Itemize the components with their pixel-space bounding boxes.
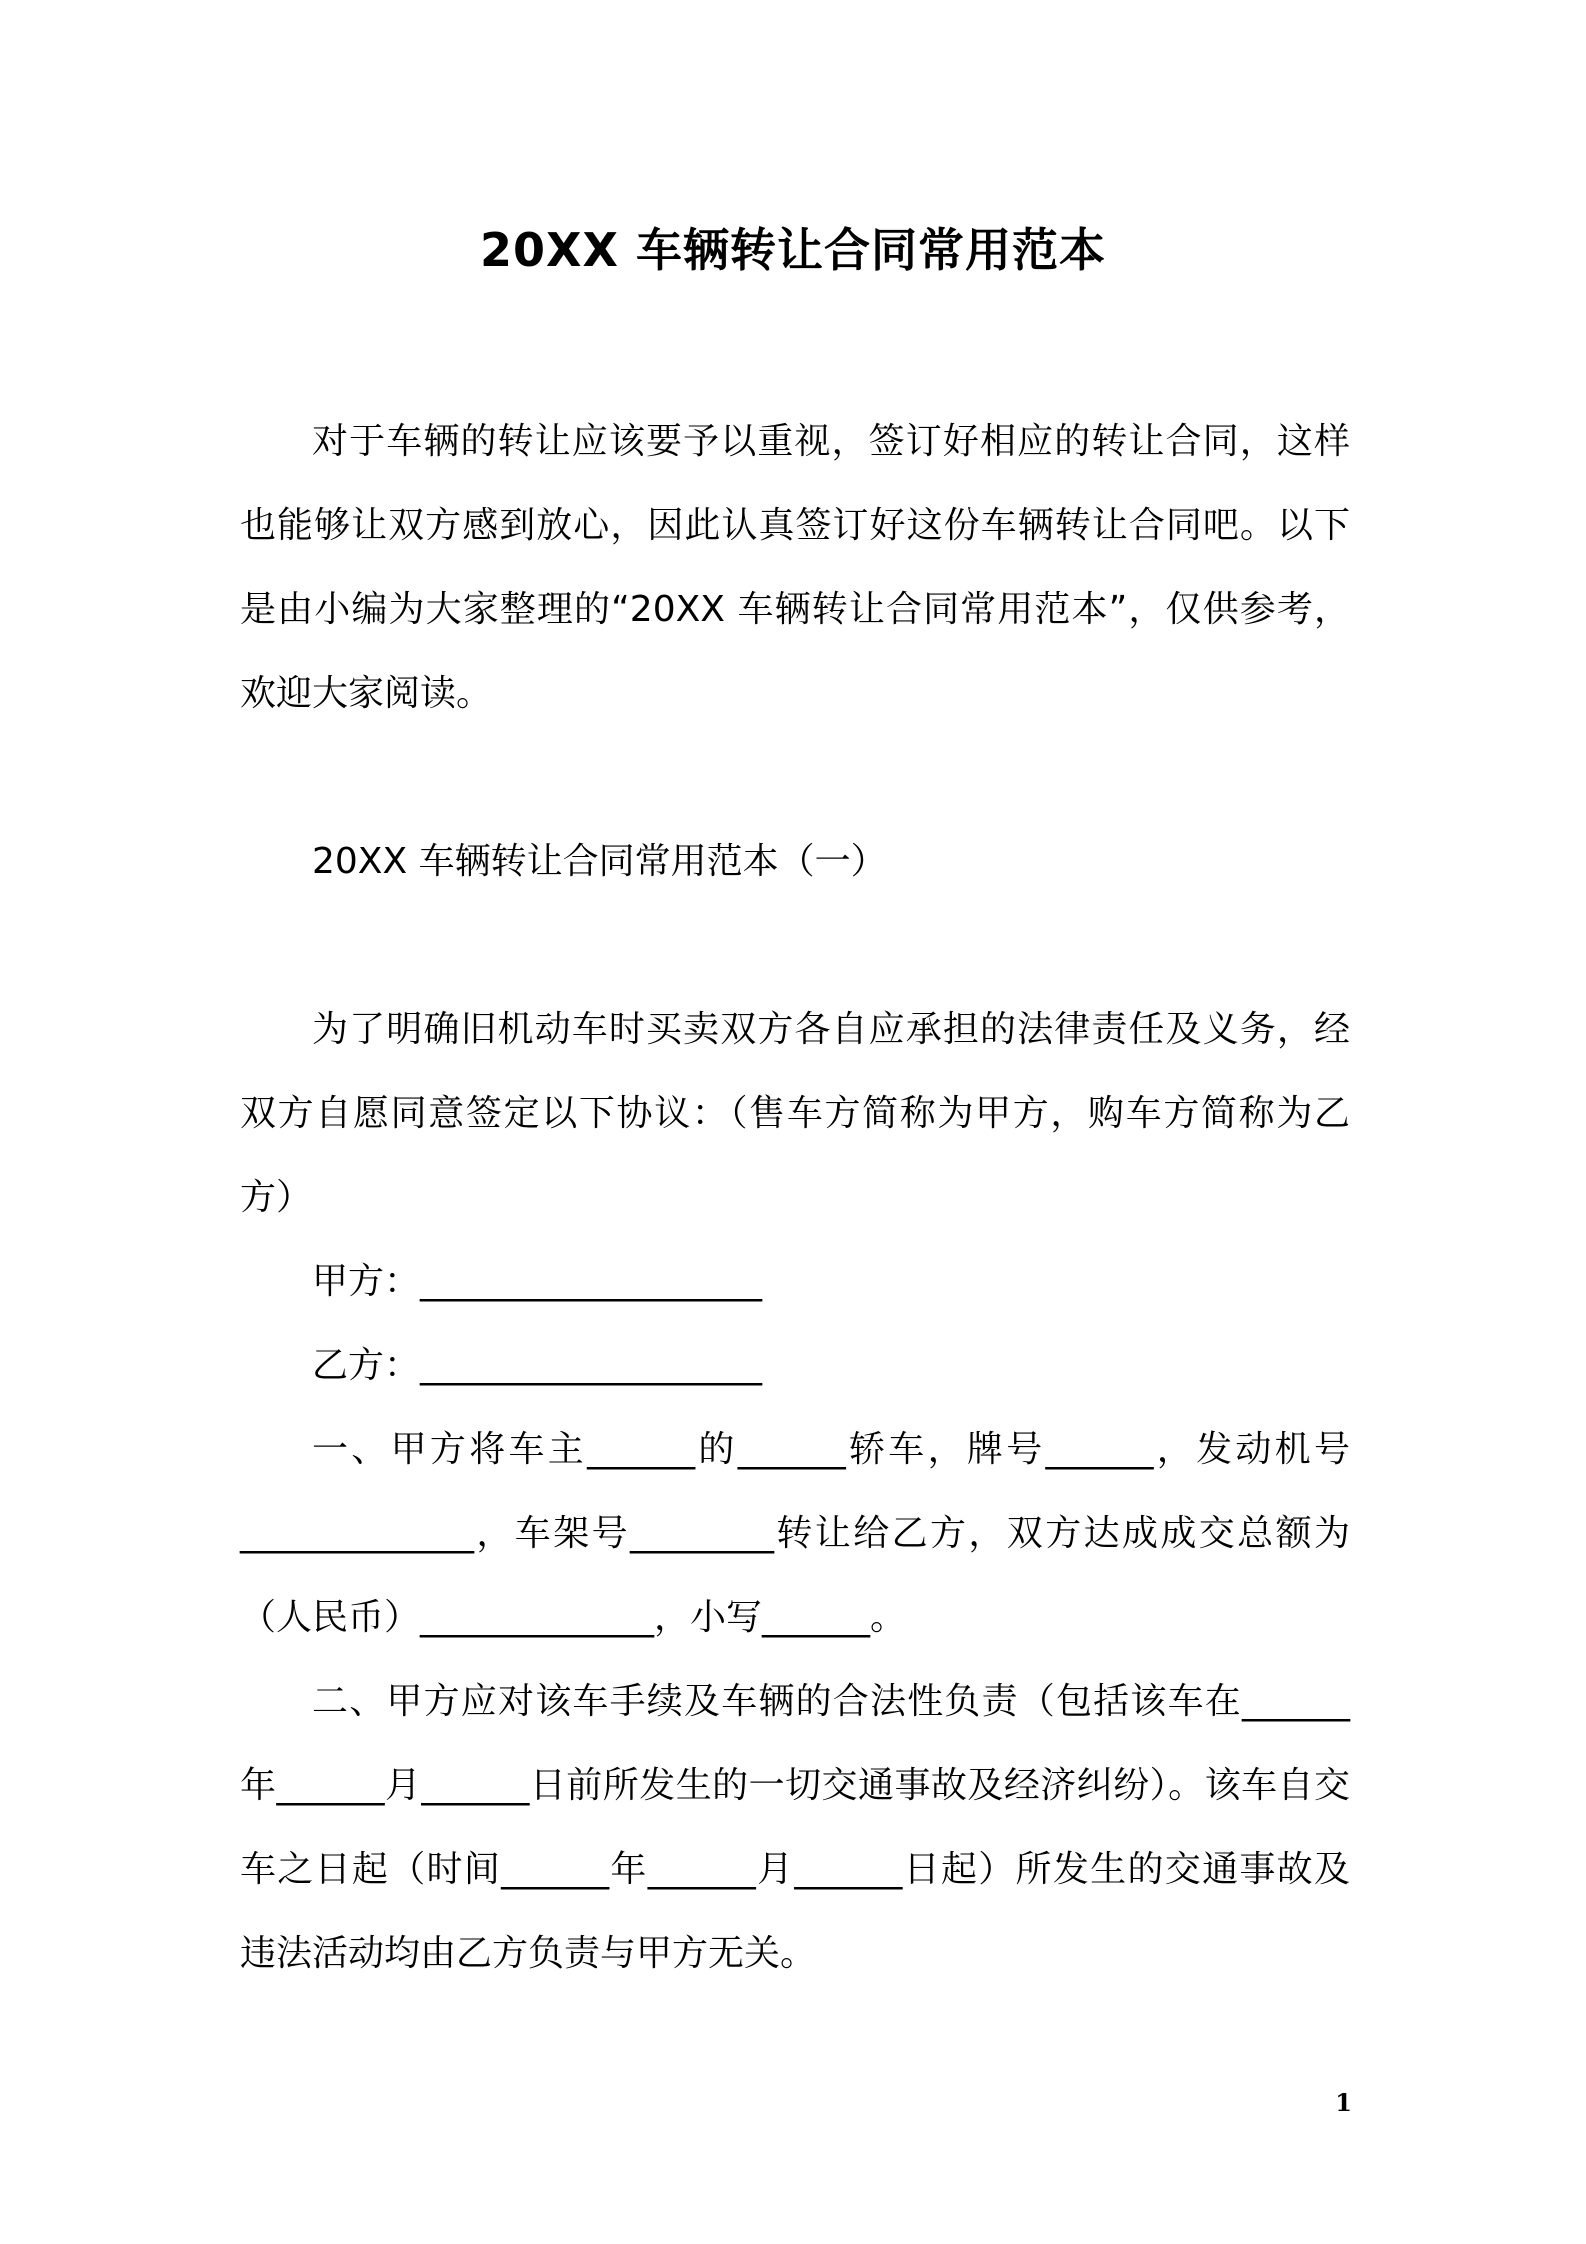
section-heading: 20XX 车辆转让合同常用范本（一） bbox=[312, 841, 887, 882]
document-body bbox=[240, 400, 1350, 1996]
party-b-field: 乙方：___________________ bbox=[312, 1345, 763, 1386]
party-a-field: 甲方：___________________ bbox=[312, 1261, 763, 1302]
clause-2-paragraph: 二、甲方应对该车手续及车辆的合法性负责（包括该车在______年______月______日前所发生的一切交通事故及经济纠纷）。该车自交车之日起（时间______年______月______日起）所发生的交通事故及违法活动均由乙方负责与甲方无关。 bbox=[240, 1681, 1350, 1974]
page-number: 1 bbox=[1335, 2088, 1352, 2117]
clause-1-paragraph: 一、甲方将车主______的______轿车，牌号______，发动机号_____________，车架号________转让给乙方，双方达成成交总额为（人民币）_____________，小写______。 bbox=[240, 1429, 1350, 1638]
preamble-paragraph: 为了明确旧机动车时买卖双方各自应承担的法律责任及义务，经双方自愿同意签定以下协议：（售车方简称为甲方，购车方简称为乙方） bbox=[240, 1009, 1350, 1218]
document-title: 20XX 车辆转让合同常用范本 bbox=[480, 223, 1106, 277]
intro-paragraph: 对于车辆的转让应该要予以重视，签订好相应的转让合同，这样也能够让双方感到放心，因此认真签订好这份车辆转让合同吧。以下是由小编为大家整理的“20XX 车辆转让合同常用范本”，仅供参考，欢迎大家阅读。 bbox=[240, 421, 1350, 714]
